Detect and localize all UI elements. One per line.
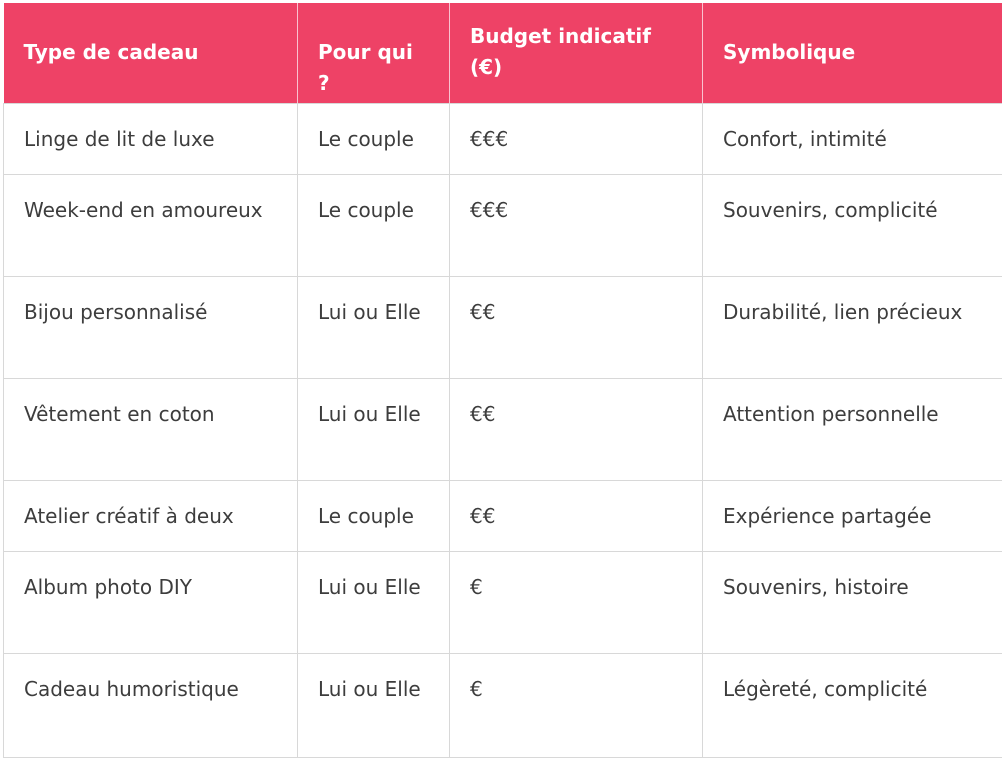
- cell-budget: €€: [450, 378, 703, 480]
- cell-type: Cadeau humoristique: [4, 653, 298, 757]
- header-budget-indicatif: Budget indicatif (€): [450, 3, 703, 103]
- header-type-de-cadeau: Type de cadeau: [4, 3, 298, 103]
- cell-type: Week-end en amoureux: [4, 174, 298, 276]
- cell-symbolique: Confort, intimité: [703, 103, 1002, 174]
- cell-symbolique: Durabilité, lien précieux: [703, 276, 1002, 378]
- table-header: [4, 3, 1002, 103]
- table-row: [4, 378, 1002, 480]
- cell-pour-qui: Le couple: [298, 174, 450, 276]
- cell-pour-qui: Le couple: [298, 103, 450, 174]
- cell-type: Linge de lit de luxe: [4, 103, 298, 174]
- cell-budget: €€: [450, 480, 703, 551]
- table-row: [4, 103, 1002, 174]
- cell-pour-qui: Lui ou Elle: [298, 551, 450, 653]
- cell-symbolique: Souvenirs, complicité: [703, 174, 1002, 276]
- header-pour-qui: Pour qui ?: [298, 3, 450, 103]
- cell-budget: €: [450, 653, 703, 757]
- gift-comparison-table: [3, 3, 1002, 758]
- cell-pour-qui: Lui ou Elle: [298, 276, 450, 378]
- cell-type: Album photo DIY: [4, 551, 298, 653]
- cell-budget: €€: [450, 276, 703, 378]
- cell-pour-qui: Lui ou Elle: [298, 653, 450, 757]
- table-row: [4, 653, 1002, 757]
- table-row: [4, 276, 1002, 378]
- table-row: [4, 480, 1002, 551]
- cell-budget: €: [450, 551, 703, 653]
- cell-budget: €€€: [450, 103, 703, 174]
- cell-type: Vêtement en coton: [4, 378, 298, 480]
- cell-type: Atelier créatif à deux: [4, 480, 298, 551]
- cell-pour-qui: Lui ou Elle: [298, 378, 450, 480]
- table-row: [4, 174, 1002, 276]
- header-row: [4, 3, 1002, 103]
- cell-symbolique: Expérience partagée: [703, 480, 1002, 551]
- cell-symbolique: Souvenirs, histoire: [703, 551, 1002, 653]
- cell-budget: €€€: [450, 174, 703, 276]
- cell-pour-qui: Le couple: [298, 480, 450, 551]
- table-row: [4, 551, 1002, 653]
- table-body: [4, 103, 1002, 757]
- cell-type: Bijou personnalisé: [4, 276, 298, 378]
- cell-symbolique: Légèreté, complicité: [703, 653, 1002, 757]
- header-symbolique: Symbolique: [703, 3, 1002, 103]
- cell-symbolique: Attention personnelle: [703, 378, 1002, 480]
